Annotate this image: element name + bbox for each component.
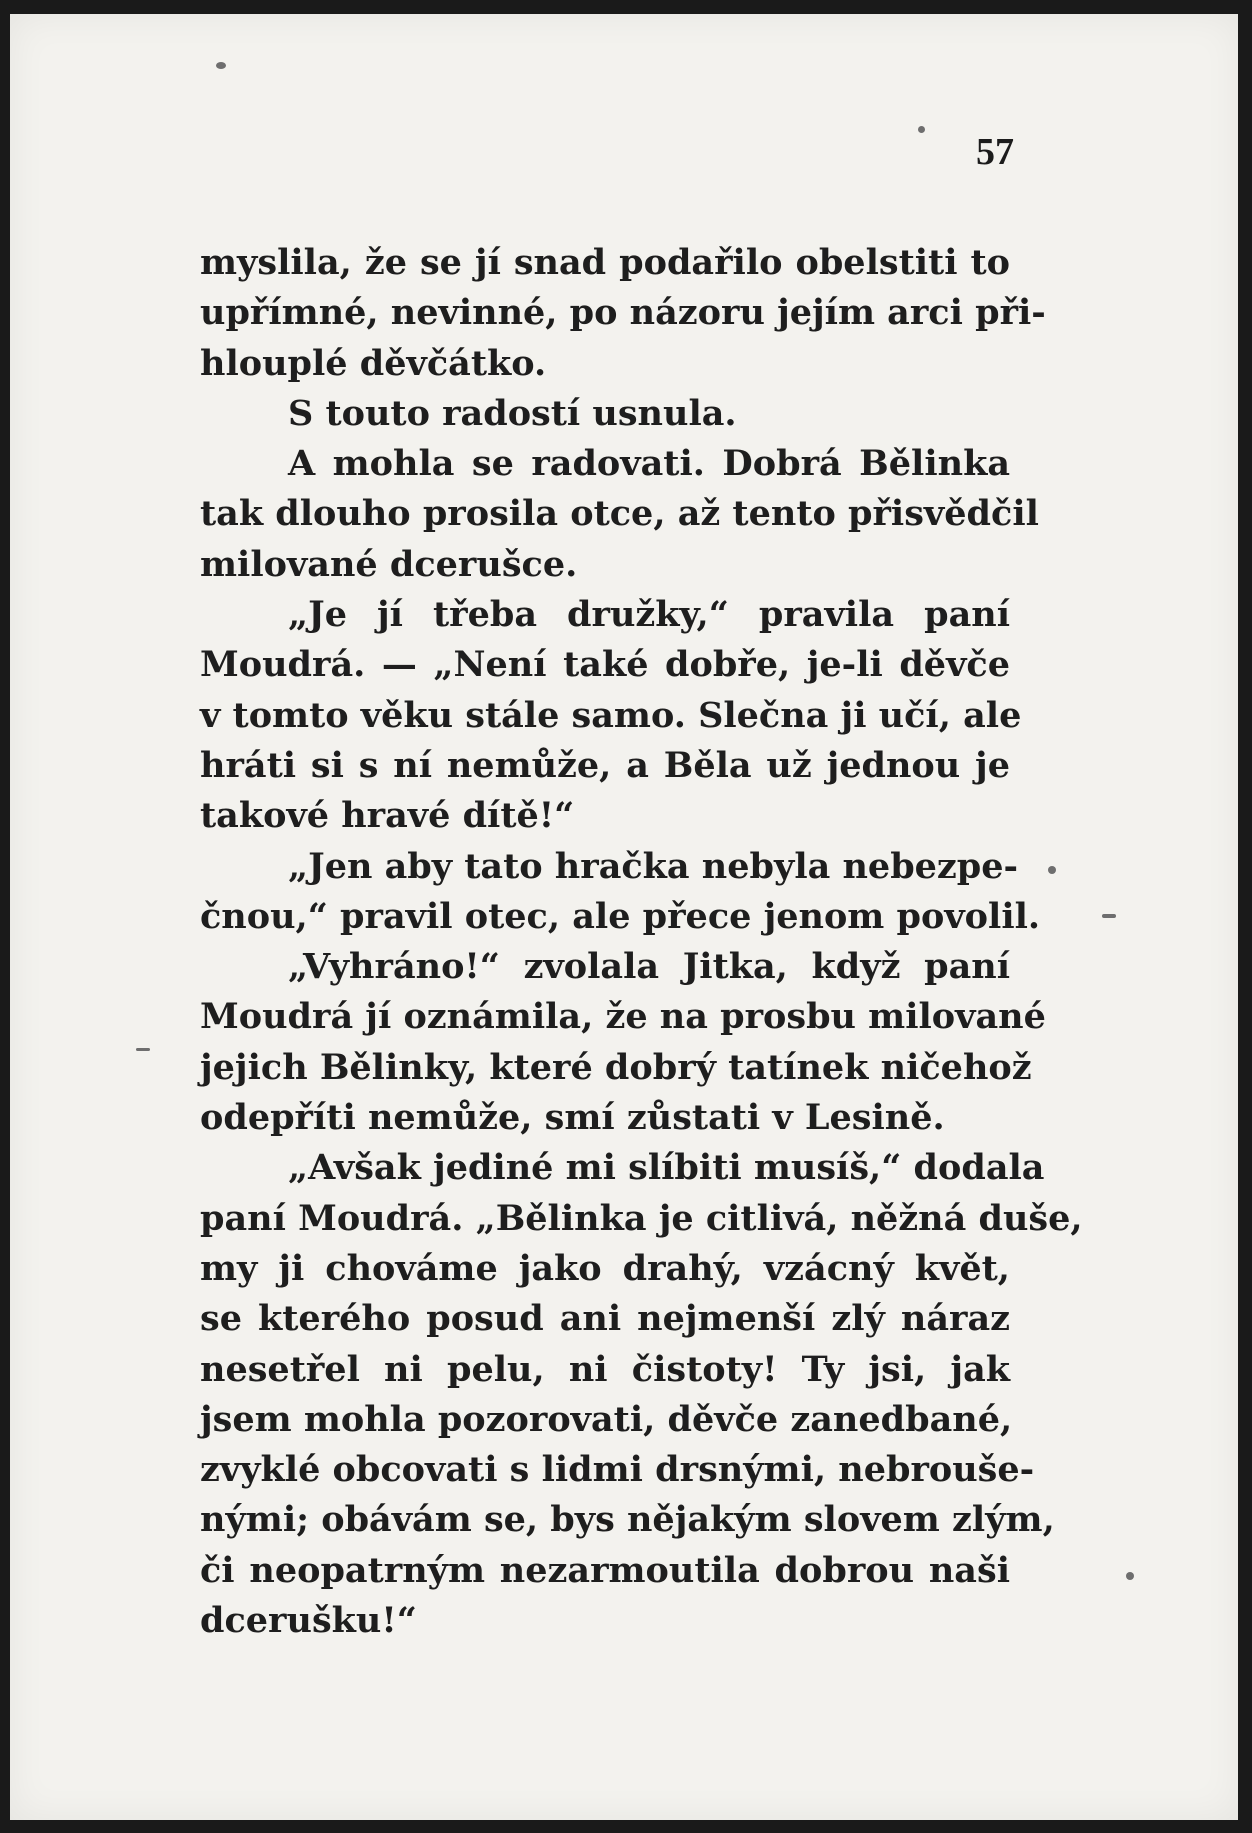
page-number: 57 <box>976 131 1014 173</box>
text-line: zvyklé obcovati s lidmi drsnými, nebrouše- <box>200 1449 1035 1491</box>
print-speck <box>136 1048 150 1051</box>
text-line: dcerušku!“ <box>200 1600 417 1642</box>
text-line: nesetřel ni pelu, ni čistoty! Ty jsi, jak <box>200 1348 1010 1390</box>
text-line: paní Moudrá. „Bělinka je citlivá, něžná duše, <box>200 1197 1083 1239</box>
print-speck <box>216 62 226 69</box>
text-line: či neopatrným nezarmoutila dobrou naši <box>200 1549 1010 1591</box>
text-line: „Avšak jediné mi slíbiti musíš,“ dodala <box>288 1147 1045 1189</box>
text-line: myslila, že se jí snad podařilo obelstiti to <box>200 242 1010 283</box>
print-speck <box>918 126 925 133</box>
scan-border <box>1238 0 1252 1833</box>
text-line: čnou,“ pravil otec, ale přece jenom povolil. <box>200 895 1041 937</box>
text-line: „Je jí třeba družky,“ pravila paní <box>288 594 1010 636</box>
text-line: my ji chováme jako drahý, vzácný květ, <box>200 1247 1010 1289</box>
body-text <box>200 240 1083 1648</box>
text-line: milované dcerušce. <box>200 543 578 585</box>
book-page <box>10 14 1240 1820</box>
text-line: se kterého posud ani nejmenší zlý náraz <box>200 1298 1010 1340</box>
text-line: nými; obávám se, bys nějakým slovem zlým, <box>200 1499 1055 1541</box>
print-speck <box>1048 866 1056 874</box>
text-line: A mohla se radovati. Dobrá Bělinka <box>288 443 1010 485</box>
text-line: tak dlouho prosila otce, až tento přisvědčil <box>200 493 1039 535</box>
text-line: S touto radostí usnula. <box>288 392 737 434</box>
text-line: „Jen aby tato hračka nebyla nebezpe- <box>288 845 1019 887</box>
text-line: upřímné, nevinné, po názoru jejím arci při- <box>200 292 1046 334</box>
text-line: Moudrá. — „Není také dobře, je-li děvče <box>200 644 1010 686</box>
text-line: takové hravé dítě!“ <box>200 795 575 837</box>
text-line: v tomto věku stále samo. Slečna ji učí, ale <box>200 694 1022 736</box>
text-line: jsem mohla pozorovati, děvče zanedbané, <box>200 1398 1013 1440</box>
text-line: Moudrá jí oznámila, že na prosbu milované <box>200 996 1046 1038</box>
text-line: hlouplé děvčátko. <box>200 342 547 384</box>
text-line: hráti si s ní nemůže, a Běla už jednou je <box>200 744 1010 786</box>
text-line: jejich Bělinky, které dobrý tatínek ničehož <box>200 1046 1032 1088</box>
text-line: „Vyhráno!“ zvolala Jitka, když paní <box>288 946 1010 988</box>
text-line: odepříti nemůže, smí zůstati v Lesině. <box>200 1097 945 1139</box>
print-speck <box>1126 1572 1134 1580</box>
print-speck <box>1102 914 1116 918</box>
